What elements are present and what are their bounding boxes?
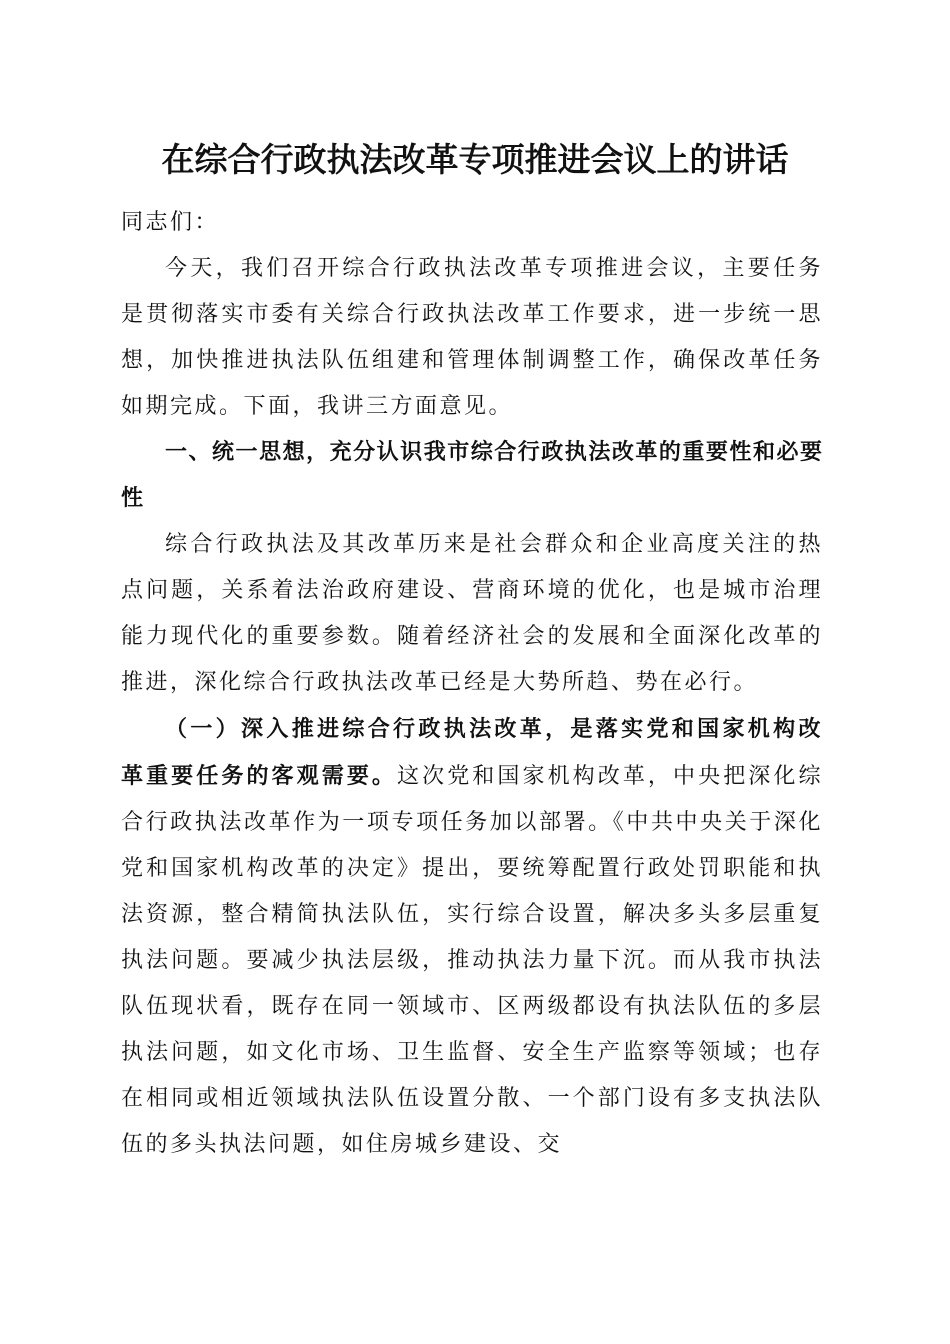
salutation: 同志们：	[121, 210, 220, 235]
section-1-paragraph: 综合行政执法及其改革历来是社会群众和企业高度关注的热点问题，关系着法治政府建设、营商环境的优化，也是城市治理能力现代化的重要参数。随着经济社会的发展和全面深化改革的推进，深化综合行政执法改革已经是大势所趋、势在必行。	[121, 532, 823, 695]
subsection-1-lead: （一）深入推进综合行政执法改革，是落实党和国家机构改革重要任务的客观需要。	[121, 716, 823, 789]
intro-paragraph: 今天，我们召开综合行政执法改革专项推进会议，主要任务是贯彻落实市委有关综合行政执法改革工作要求，进一步统一思想，加快推进执法队伍组建和管理体制调整工作，确保改革任务如期完成。下面，我讲三方面意见。	[121, 256, 823, 419]
document-body	[121, 200, 823, 1168]
subsection-1-paragraph	[121, 706, 823, 1168]
subsection-1-body: 这次党和国家机构改革，中央把深化综合行政执法改革作为一项专项任务加以部署。《中共中央关于深化党和国家机构改革的决定》提出，要统筹配置行政处罚职能和执法资源，整合精简执法队伍，实行综合设置，解决多头多层重复执法问题。要减少执法层级，推动执法力量下沉。而从我市执法队伍现状看，既存在同一领域市、区两级都设有执法队伍的多层执法问题，如文化市场、卫生监督、安全生产监察等领域；也存在相同或相近领域执法队伍设置分散、一个部门设有多支执法队伍的多头执法问题，如住房城乡建设、交	[121, 764, 823, 1157]
section-1-heading: 一、统一思想，充分认识我市综合行政执法改革的重要性和必要性	[121, 440, 823, 511]
document-title: 在综合行政执法改革专项推进会议上的讲话	[161, 140, 789, 179]
